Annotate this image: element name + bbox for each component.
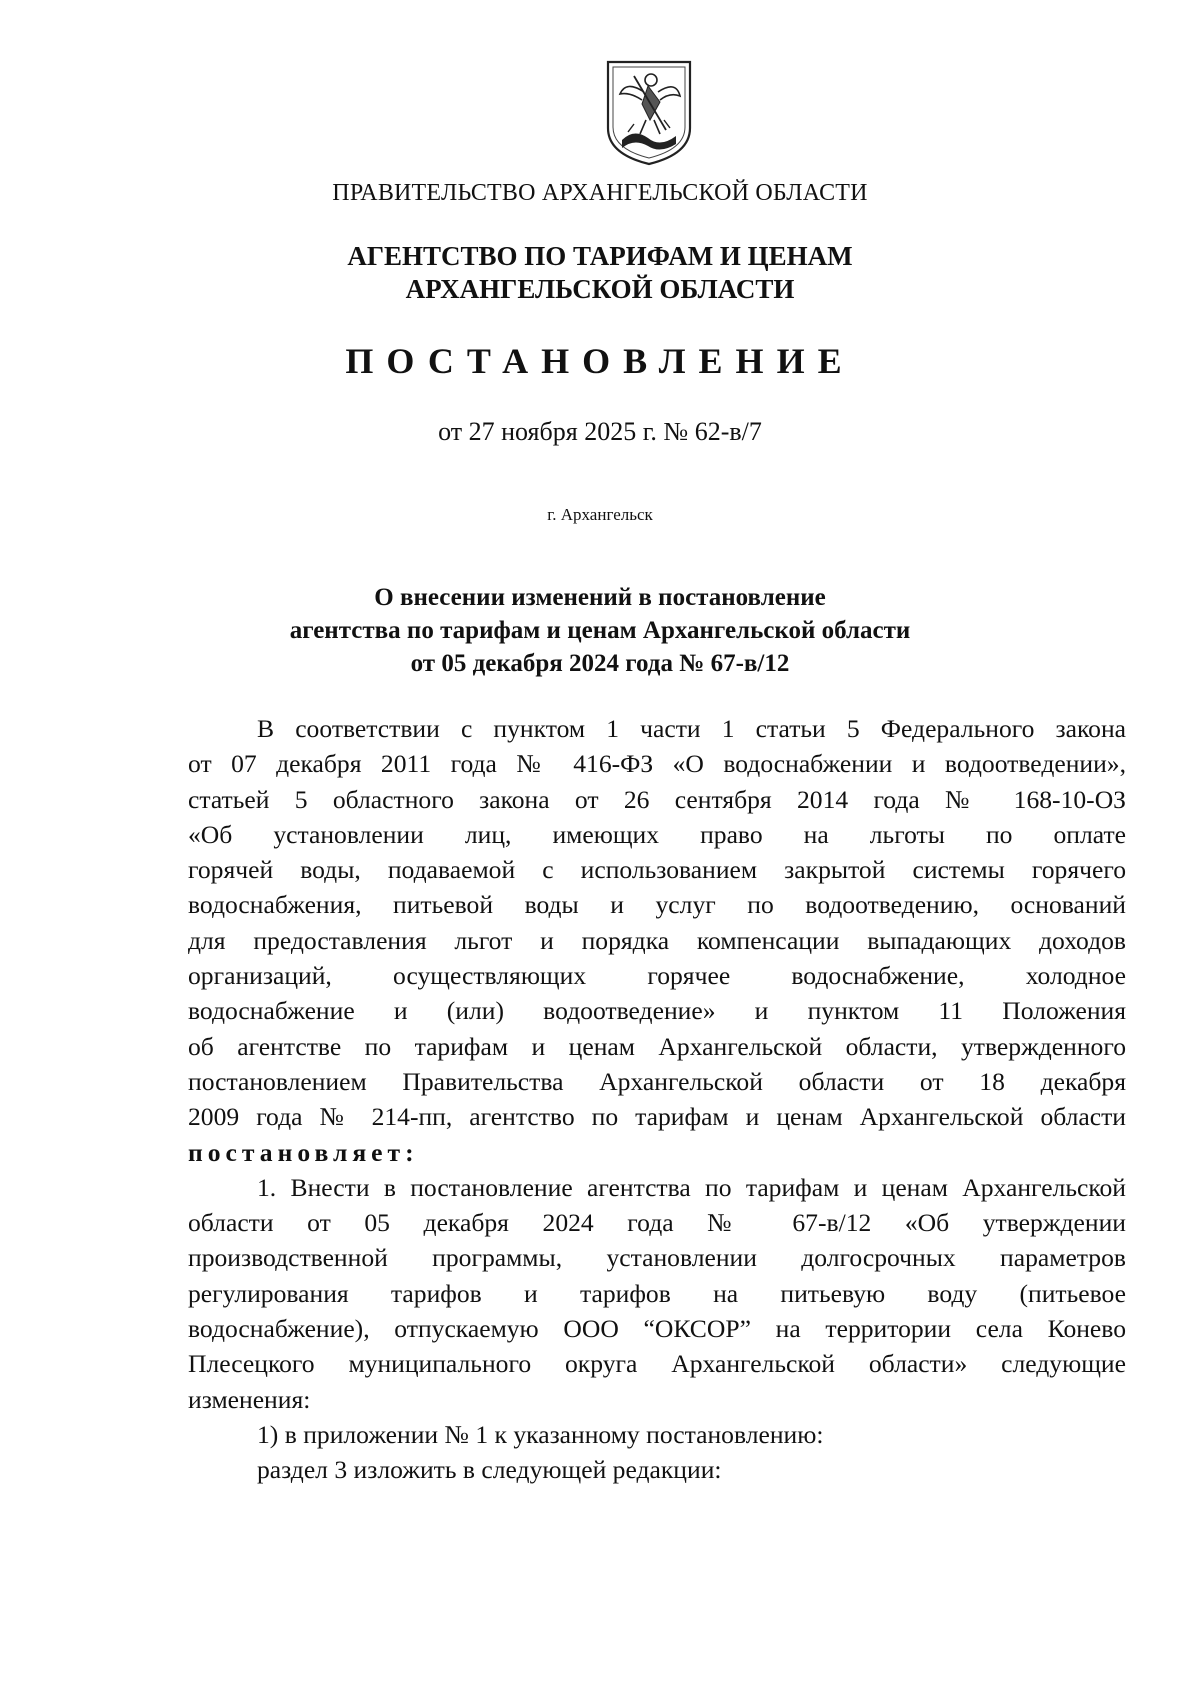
agency-name (0, 240, 1200, 306)
body-line: 1. Внести в постановление агентства по тарифам и ценам Архангельской (257, 1172, 1126, 1202)
body-line: 2009 года № 214-пп, агентство по тарифам и ценам Архангельской области (188, 1102, 1126, 1132)
agency-name-line-2: АРХАНГЕЛЬСКОЙ ОБЛАСТИ (405, 274, 795, 304)
agency-name-line-1: АГЕНТСТВО ПО ТАРИФАМ И ЦЕНАМ (347, 241, 853, 271)
document-type: ПОСТАНОВЛЕНИЕ (345, 341, 855, 381)
body-line: организаций, осуществляющих горячее водоснабжение, холодное (188, 961, 1126, 991)
body-line: регулирования тарифов и тарифов на питьевую воду (питьевое (188, 1278, 1126, 1308)
document-body (188, 711, 1126, 1488)
body-line: области от 05 декабря 2024 года № 67-в/12 «Об утверждении (188, 1208, 1126, 1238)
body-line: статьей 5 областного закона от 26 сентября 2014 года № 168-10-ОЗ (188, 784, 1126, 814)
body-line: «Об установлении лиц, имеющих право на льготы по оплате (188, 819, 1126, 849)
body-line: раздел 3 изложить в следующей редакции: (257, 1455, 722, 1485)
body-line: В соответствии с пунктом 1 части 1 статьи 5 Федерального закона (257, 714, 1126, 743)
body-line: производственной программы, установлении долгосрочных параметров (188, 1243, 1126, 1273)
resolves-keyword: постановляет: (188, 1137, 419, 1167)
document-date-number: от 27 ноября 2025 г. № 62-в/7 (438, 417, 762, 446)
subject-line-1: О внесении изменений в постановление (374, 584, 826, 611)
body-line: водоснабжения, питьевой воды и услуг по водоотведению, оснований (188, 890, 1126, 920)
body-line: водоснабжение), отпускаемую ООО “ОКСОР” на территории села Конево (188, 1314, 1126, 1344)
body-line: от 07 декабря 2011 года № 416-ФЗ «О водоснабжении и водоотведении», (188, 749, 1126, 779)
coat-of-arms-icon (604, 58, 694, 166)
body-line: водоснабжение и (или) водоотведение» и пунктом 11 Положения (188, 996, 1126, 1026)
body-line: горячей воды, подаваемой с использованием закрытой системы горячего (188, 855, 1126, 885)
body-line: постановлением Правительства Архангельской области от 18 декабря (188, 1066, 1126, 1096)
body-line: об агентстве по тарифам и ценам Архангельской области, утвержденного (188, 1031, 1126, 1061)
document-city: г. Архангельск (547, 505, 653, 524)
government-name: ПРАВИТЕЛЬСТВО АРХАНГЕЛЬСКОЙ ОБЛАСТИ (332, 180, 868, 206)
body-line: Плесецкого муниципального округа Архангельской области» следующие (188, 1349, 1126, 1379)
document-subject (0, 581, 1200, 680)
body-line: 1) в приложении № 1 к указанному постановлению: (257, 1419, 824, 1449)
body-line: изменения: (188, 1384, 311, 1414)
subject-line-2: агентства по тарифам и ценам Архангельской области (289, 617, 911, 644)
body-line: для предоставления льгот и порядка компенсации выпадающих доходов (188, 925, 1126, 955)
subject-line-3: от 05 декабря 2024 года № 67-в/12 (410, 650, 790, 677)
